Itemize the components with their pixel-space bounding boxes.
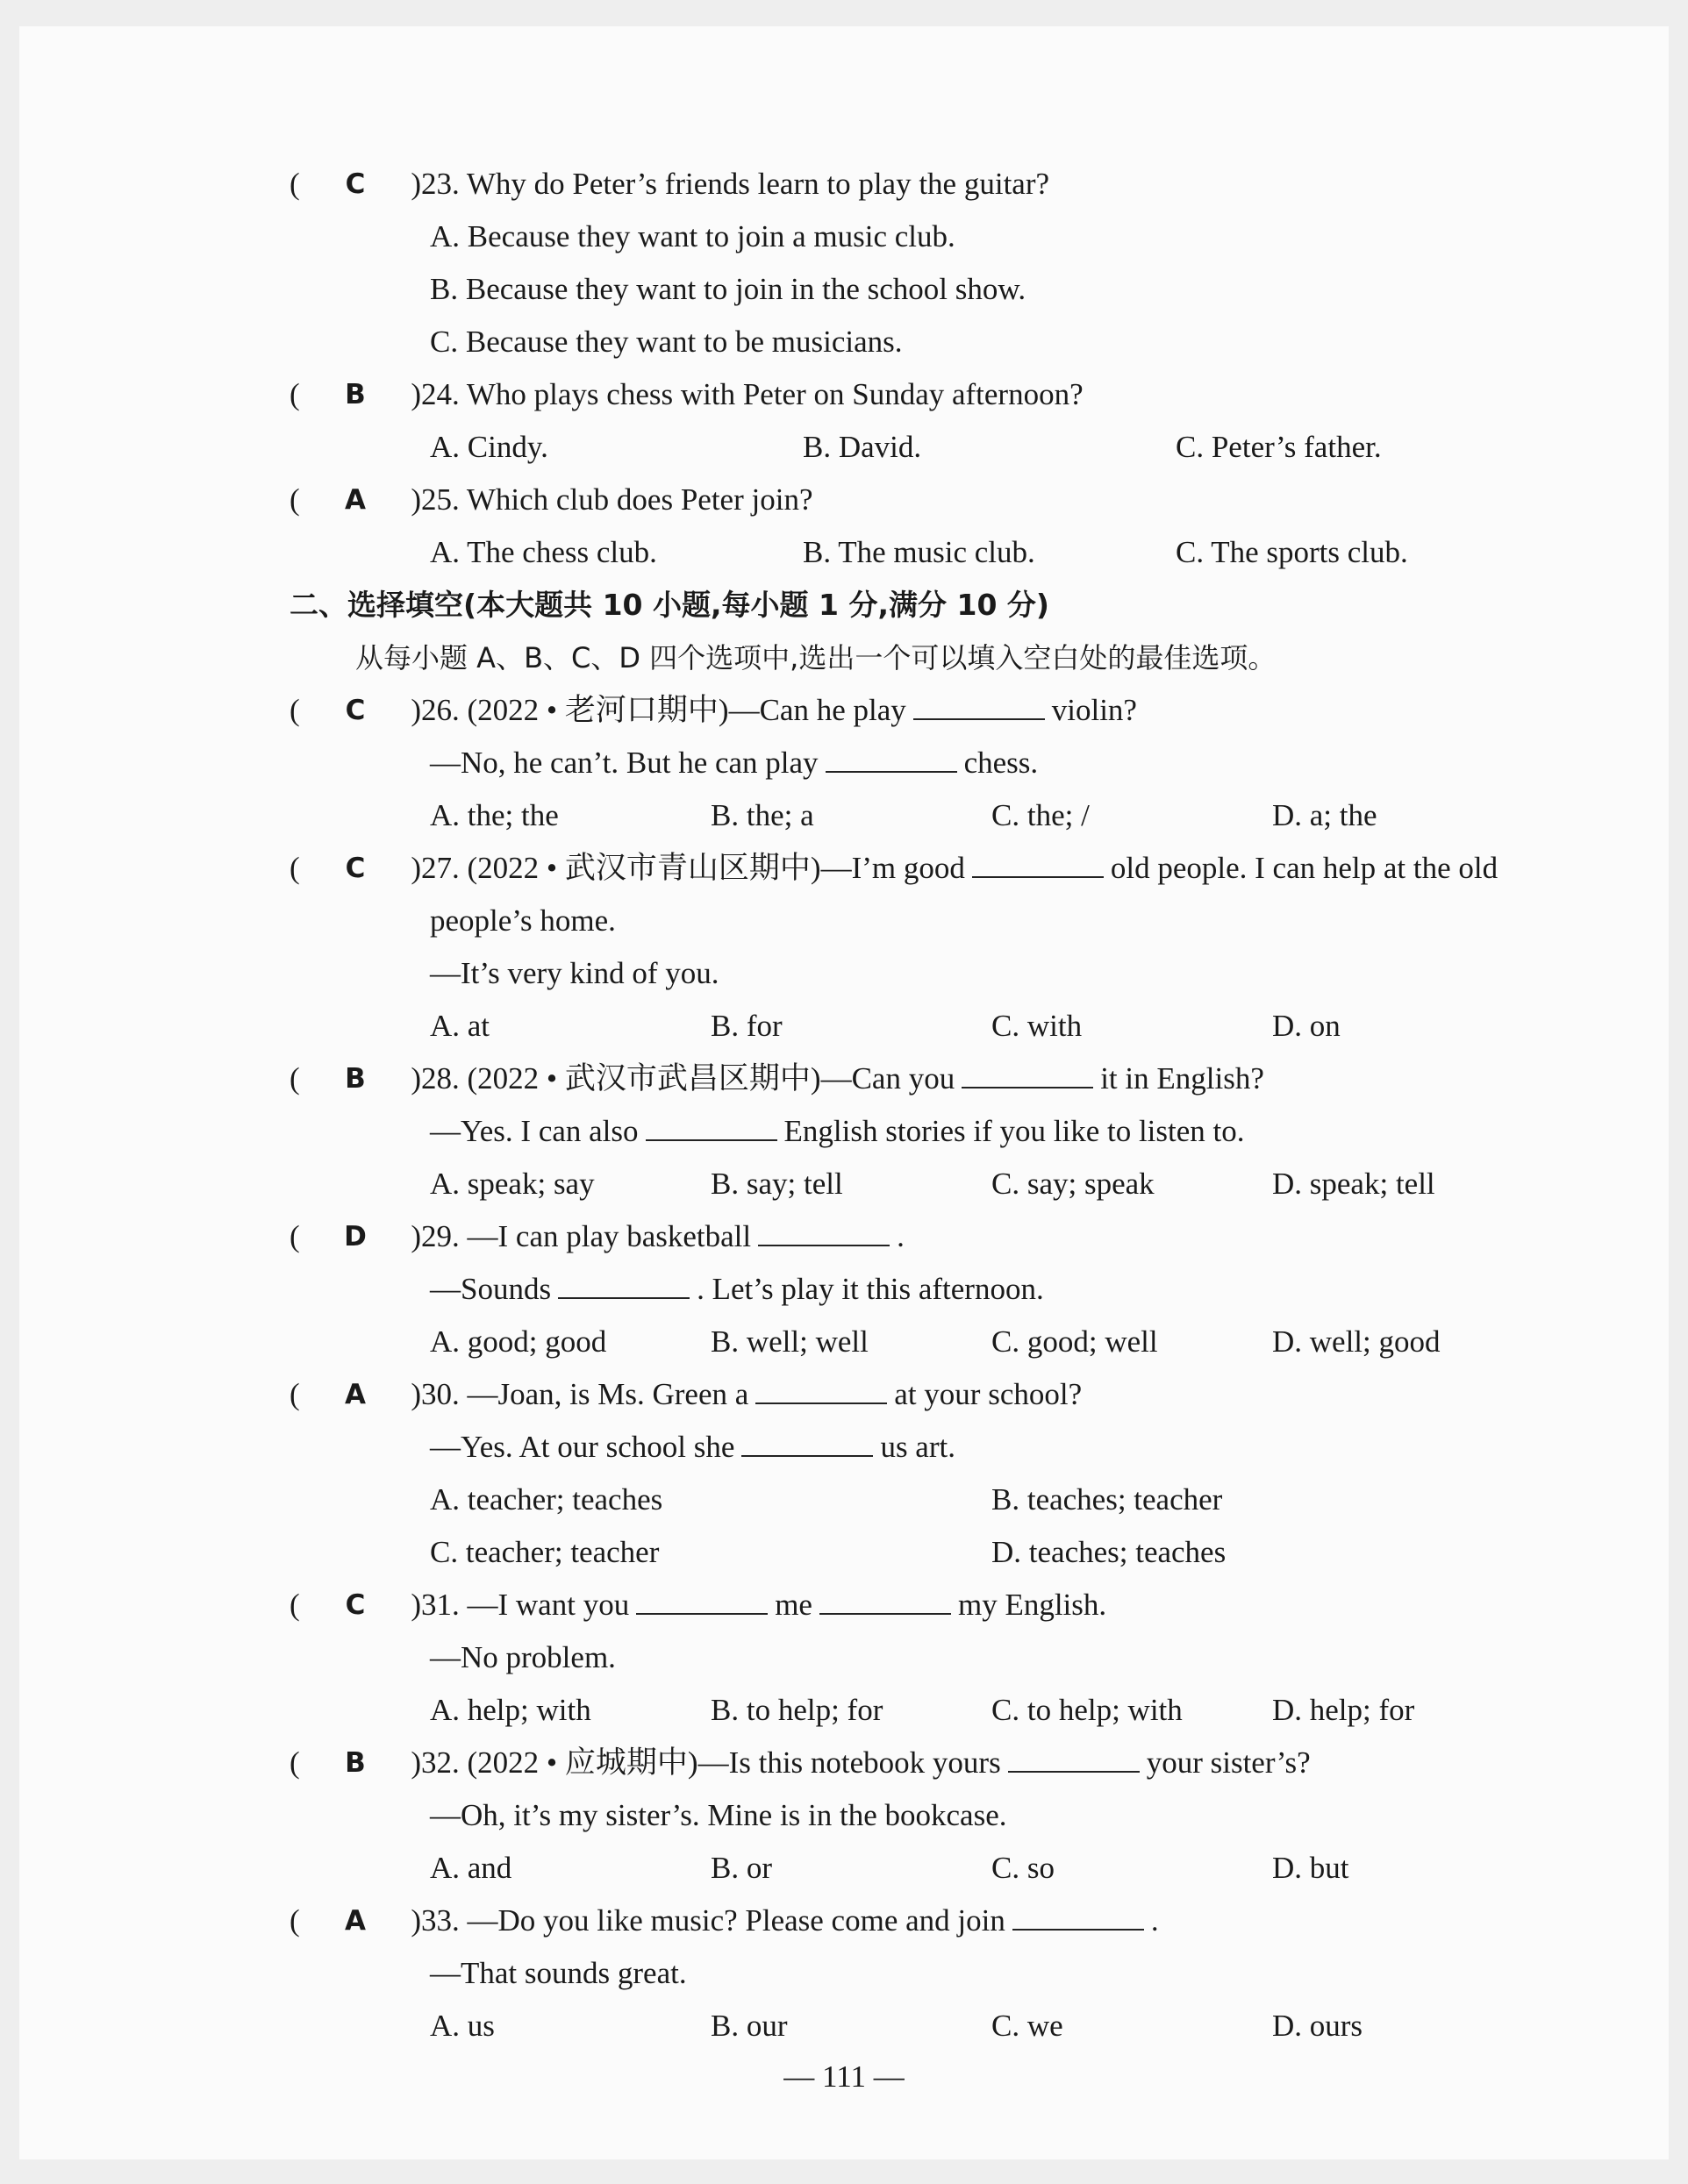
option-b: B. Because they want to join in the school show. [430, 272, 1026, 306]
option-b: B. teaches; teacher [991, 1482, 1223, 1517]
option-c: C. teacher; teacher [430, 1535, 660, 1569]
options-row [290, 1000, 1641, 1053]
blank [646, 1113, 777, 1141]
option-a: A. at [430, 1009, 490, 1043]
question-24 [290, 368, 1641, 421]
answer-bracket: ( D ) [290, 1219, 421, 1253]
option-d: D. teaches; teaches [991, 1535, 1227, 1569]
question-26 [290, 684, 1641, 737]
option-d: D. on [1272, 1009, 1341, 1043]
dialogue-line: —Yes. I can also English stories if you like to listen to. [430, 1114, 1245, 1148]
option-a: A. The chess club. [430, 535, 657, 569]
dialogue-line: —That sounds great. [430, 1956, 687, 1990]
option-c: C. The sports club. [1176, 535, 1408, 569]
blank [558, 1271, 690, 1299]
options-row [290, 1316, 1641, 1368]
question-stem: 25. Which club does Peter join? [421, 482, 813, 517]
answer-bracket: ( B ) [290, 1745, 421, 1780]
page-number: — 111 — [783, 2059, 905, 2094]
question-stem: 29. —I can play basketball . [421, 1219, 905, 1253]
worksheet-page [19, 26, 1669, 2159]
section-instruction: 从每小题 A、B、C、D 四个选项中,选出一个可以填入空白处的最佳选项。 [355, 641, 1277, 674]
option-b: B. say; tell [711, 1167, 843, 1201]
option-a: A. teacher; teaches [430, 1482, 663, 1517]
question-32 [290, 1737, 1641, 1789]
option-d: D. help; for [1272, 1693, 1415, 1727]
answer-bracket: ( A ) [290, 482, 421, 517]
question-33 [290, 1895, 1641, 1947]
question-stem: 23. Why do Peter’s friends learn to play the guitar? [421, 167, 1050, 201]
blank [755, 1376, 887, 1404]
blank [741, 1429, 873, 1457]
option-a: A. Because they want to join a music club. [430, 219, 955, 253]
options-row [290, 789, 1641, 842]
option-b: B. to help; for [711, 1693, 883, 1727]
dialogue-line: —Oh, it’s my sister’s. Mine is in the bookcase. [430, 1798, 1007, 1832]
answer-bracket: ( A ) [290, 1903, 421, 1938]
option-b: B. David. [803, 430, 922, 464]
answer-bracket: ( A ) [290, 1377, 421, 1411]
answer-bracket: ( C ) [290, 1588, 421, 1622]
blank [819, 1587, 951, 1615]
blank [972, 850, 1104, 878]
question-25 [290, 474, 1641, 526]
question-29 [290, 1210, 1641, 1263]
question-stem: 31. —I want you me my English. [421, 1588, 1107, 1622]
option-d: D. a; the [1272, 798, 1377, 832]
option-d: D. but [1272, 1851, 1349, 1885]
options-row [290, 1842, 1641, 1895]
blank [1012, 1902, 1144, 1931]
option-d: D. speak; tell [1272, 1167, 1435, 1201]
dialogue-line: —No problem. [430, 1640, 616, 1674]
dialogue-line: —Yes. At our school she us art. [430, 1430, 955, 1464]
option-a: A. and [430, 1851, 512, 1885]
blank [758, 1218, 890, 1246]
blank [826, 745, 957, 773]
option-c: C. the; / [991, 798, 1090, 832]
options-row [290, 1158, 1641, 1210]
question-list [290, 158, 1641, 2052]
option-b: B. for [711, 1009, 783, 1043]
option-c: C. Because they want to be musicians. [430, 325, 903, 359]
dialogue-line: —It’s very kind of you. [430, 956, 719, 990]
option-d: D. well; good [1272, 1324, 1441, 1359]
dialogue-line: —Sounds . Let’s play it this afternoon. [430, 1272, 1044, 1306]
options-row [290, 1474, 1641, 1526]
question-23 [290, 158, 1641, 211]
answer-bracket: ( C ) [290, 693, 421, 727]
option-c: C. to help; with [991, 1693, 1183, 1727]
question-28 [290, 1053, 1641, 1105]
option-a: A. good; good [430, 1324, 607, 1359]
answer-bracket: ( B ) [290, 1061, 421, 1096]
option-b: B. the; a [711, 798, 814, 832]
answer-bracket: ( B ) [290, 377, 421, 411]
options-row [290, 1684, 1641, 1737]
option-a: A. the; the [430, 798, 559, 832]
question-30 [290, 1368, 1641, 1421]
option-c: C. so [991, 1851, 1055, 1885]
blank [913, 692, 1045, 720]
question-stem: 26. (2022 • 老河口期中)—Can he play violin? [421, 693, 1137, 727]
dialogue-line: —No, he can’t. But he can play chess. [430, 746, 1039, 780]
blank [962, 1060, 1093, 1088]
blank [1008, 1745, 1140, 1773]
option-a: A. Cindy. [430, 430, 548, 464]
question-stem: 30. —Joan, is Ms. Green a at your school? [421, 1377, 1083, 1411]
option-a: A. speak; say [430, 1167, 595, 1201]
question-stem: 27. (2022 • 武汉市青山区期中)—I’m good old people. I can help at the old [421, 851, 1498, 885]
options-row [290, 421, 1641, 474]
question-27 [290, 842, 1641, 895]
question-stem: 28. (2022 • 武汉市武昌区期中)—Can you it in English? [421, 1061, 1264, 1096]
option-c: C. Peter’s father. [1176, 430, 1382, 464]
question-stem: 24. Who plays chess with Peter on Sunday afternoon? [421, 377, 1084, 411]
section-heading: 二、选择填空(本大题共 10 小题,每小题 1 分,满分 10 分) [290, 588, 1049, 622]
options-row [290, 526, 1641, 579]
option-c: C. good; well [991, 1324, 1158, 1359]
option-d: D. ours [1272, 2009, 1363, 2043]
option-b: B. our [711, 2009, 788, 2043]
options-row [290, 2000, 1641, 2052]
answer-bracket: ( C ) [290, 851, 421, 885]
option-c: C. say; speak [991, 1167, 1155, 1201]
options-row [290, 1526, 1641, 1579]
question-continuation: people’s home. [430, 903, 616, 938]
option-c: C. with [991, 1009, 1083, 1043]
blank [636, 1587, 768, 1615]
question-stem: 33. —Do you like music? Please come and join . [421, 1903, 1159, 1938]
option-b: B. The music club. [803, 535, 1035, 569]
option-a: A. help; with [430, 1693, 591, 1727]
option-c: C. we [991, 2009, 1063, 2043]
answer-bracket: ( C ) [290, 167, 421, 201]
question-stem: 32. (2022 • 应城期中)—Is this notebook yours your sister’s? [421, 1745, 1311, 1780]
option-b: B. or [711, 1851, 772, 1885]
question-31 [290, 1579, 1641, 1631]
option-b: B. well; well [711, 1324, 869, 1359]
option-a: A. us [430, 2009, 495, 2043]
